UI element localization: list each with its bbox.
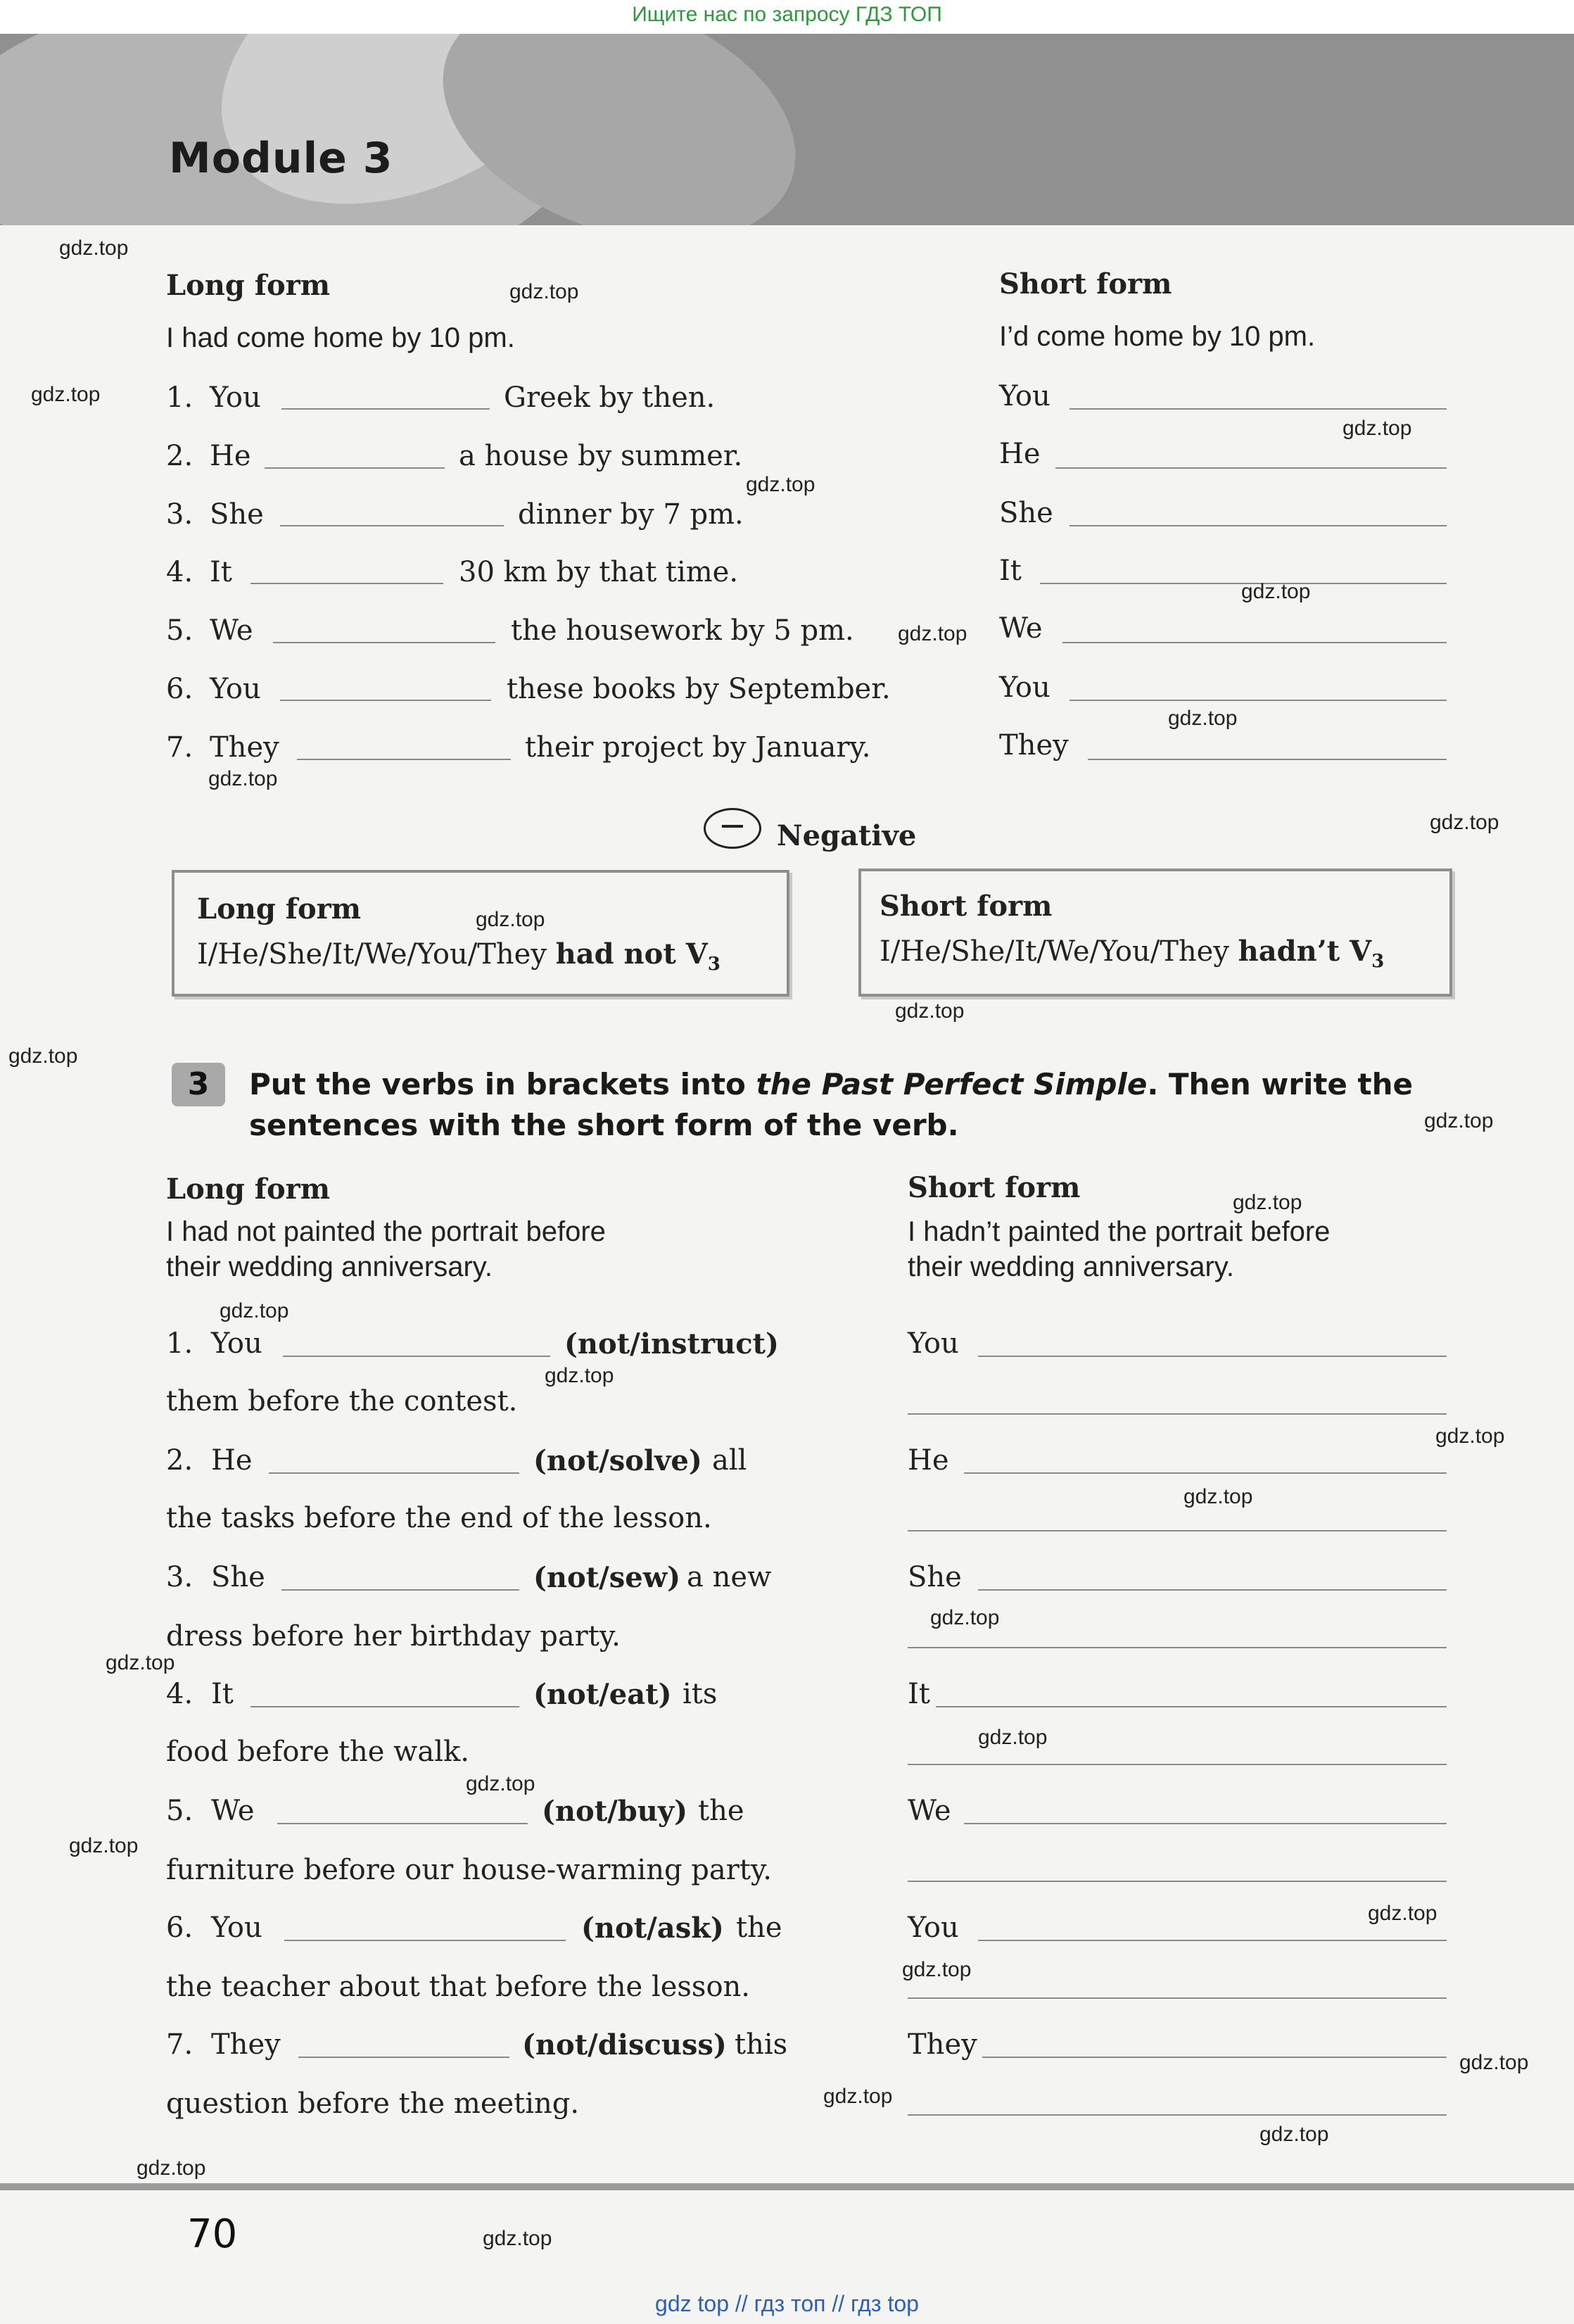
item-subject: He	[210, 440, 251, 472]
item-continuation: question before the meeting.	[166, 2088, 580, 2120]
short-answer-blank[interactable]	[978, 1356, 1447, 1357]
short-subject: You	[999, 380, 1051, 412]
rule-verb-form: hadn’t V	[1238, 935, 1372, 968]
short-answer-blank[interactable]	[1088, 759, 1447, 760]
short-answer-blank[interactable]	[978, 1940, 1447, 1941]
verb-prompt: (not/sew)	[533, 1561, 681, 1594]
long-form-heading: Long form	[166, 1173, 331, 1206]
short-answer-blank[interactable]	[1070, 700, 1447, 701]
watermark: gdz.top	[1183, 1485, 1253, 1508]
short-answer-blank[interactable]	[908, 1764, 1447, 1765]
watermark: gdz.top	[1435, 1425, 1505, 1448]
watermark: gdz.top	[220, 1299, 289, 1322]
item-text: Greek by then.	[504, 381, 716, 414]
exercise-instruction-line1	[249, 1064, 1413, 1105]
answer-blank[interactable]	[284, 1940, 566, 1941]
watermark: gdz.top	[1430, 811, 1499, 834]
watermark: gdz.top	[208, 767, 278, 790]
short-subject: We	[908, 1795, 951, 1827]
short-example-line: I hadn’t painted the portrait before	[908, 1216, 1331, 1247]
answer-blank[interactable]	[269, 1472, 519, 1474]
verb-prompt: (not/discuss)	[522, 2028, 727, 2061]
watermark: gdz.top	[509, 280, 579, 303]
instruction-text: . Then write the	[1147, 1067, 1414, 1101]
item-text: their project by January.	[525, 731, 871, 764]
rule-formula	[880, 935, 1384, 972]
long-form-rule-box	[172, 870, 789, 997]
short-answer-blank[interactable]	[982, 2057, 1447, 2058]
item-subject: We	[210, 614, 253, 647]
module-title: Module 3	[169, 134, 393, 183]
item-number: 2.	[166, 1444, 193, 1477]
item-subject: She	[211, 1561, 265, 1593]
item-number: 5.	[166, 614, 193, 647]
answer-blank[interactable]	[273, 642, 495, 643]
answer-blank[interactable]	[281, 408, 490, 410]
short-answer-blank[interactable]	[1055, 467, 1447, 469]
watermark: gdz.top	[1233, 1191, 1302, 1214]
long-example-line: I had not painted the portrait before	[166, 1216, 606, 1247]
watermark: gdz.top	[895, 999, 965, 1023]
short-form-example: I’d come home by 10 pm.	[999, 321, 1316, 352]
watermark: gdz.top	[1368, 1902, 1437, 1925]
short-subject: She	[999, 497, 1053, 529]
long-form-heading: Long form	[166, 269, 331, 302]
watermark: gdz.top	[31, 383, 101, 406]
watermark: gdz.top	[1241, 580, 1311, 603]
long-form-example: I had come home by 10 pm.	[166, 322, 515, 353]
item-text: these books by September.	[507, 673, 891, 705]
long-example-line: their wedding anniversary.	[166, 1251, 493, 1282]
short-subject: She	[908, 1561, 962, 1593]
short-subject: They	[908, 2028, 977, 2061]
short-answer-blank[interactable]	[964, 1472, 1447, 1474]
item-subject: It	[211, 1678, 234, 1710]
short-answer-blank[interactable]	[908, 1997, 1447, 1999]
short-answer-blank[interactable]	[908, 1647, 1447, 1648]
item-text: its	[683, 1678, 718, 1710]
rule-verb-form: had not V	[555, 937, 708, 971]
watermark: gdz.top	[823, 2085, 893, 2108]
item-subject: She	[210, 498, 264, 531]
answer-blank[interactable]	[265, 467, 445, 469]
verb-prompt: (not/solve)	[533, 1444, 702, 1477]
watermark: gdz.top	[1459, 2051, 1529, 2074]
rule-subjects: I/He/She/It/We/You/They	[880, 935, 1229, 968]
watermark: gdz.top	[483, 2227, 552, 2250]
item-number: 6.	[166, 1912, 193, 1944]
item-text: a new	[687, 1561, 772, 1593]
exercise-number-badge: 3	[172, 1063, 225, 1106]
watermark: gdz.top	[1343, 417, 1412, 440]
short-subject: You	[908, 1327, 959, 1360]
item-subject: They	[210, 731, 279, 764]
top-search-link[interactable]: Ищите нас по запросу ГДЗ ТОП	[632, 3, 942, 26]
watermark: gdz.top	[898, 622, 967, 645]
short-form-rule-box	[858, 869, 1452, 997]
watermark: gdz.top	[1424, 1109, 1494, 1132]
short-form-heading: Short form	[999, 267, 1172, 301]
item-number: 4.	[166, 556, 193, 588]
answer-blank[interactable]	[277, 1823, 528, 1824]
rule-box-title: Long form	[197, 892, 362, 926]
item-continuation: furniture before our house-warming party.	[166, 1854, 772, 1886]
watermark: gdz.top	[1259, 2123, 1329, 2146]
answer-blank[interactable]	[280, 700, 491, 701]
item-number: 6.	[166, 673, 193, 705]
item-text: dinner by 7 pm.	[518, 498, 744, 531]
short-answer-blank[interactable]	[936, 1706, 1447, 1707]
item-subject: You	[210, 673, 261, 705]
item-number: 3.	[166, 1561, 193, 1593]
short-answer-blank[interactable]	[1062, 642, 1447, 643]
watermark: gdz.top	[545, 1364, 614, 1387]
instruction-text: Put the verbs in brackets into	[249, 1067, 756, 1101]
item-text: this	[735, 2028, 788, 2061]
short-subject: We	[999, 612, 1043, 645]
footer-links[interactable]: gdz top // гдз топ // гдз top	[655, 2291, 919, 2316]
rule-subscript: 3	[1371, 951, 1385, 972]
verb-prompt: (not/buy)	[542, 1795, 687, 1828]
item-number: 7.	[166, 731, 193, 764]
answer-blank[interactable]	[250, 1706, 519, 1707]
item-number: 2.	[166, 440, 193, 472]
item-text: the housework by 5 pm.	[511, 614, 854, 647]
short-example-line: their wedding anniversary.	[908, 1251, 1234, 1282]
watermark: gdz.top	[466, 1772, 535, 1795]
watermark: gdz.top	[978, 1726, 1048, 1749]
watermark: gdz.top	[8, 1044, 78, 1068]
short-subject: It	[908, 1678, 930, 1710]
watermark: gdz.top	[930, 1606, 1000, 1629]
item-subject: It	[210, 556, 232, 588]
answer-blank[interactable]	[283, 1356, 550, 1357]
answer-blank[interactable]	[298, 2057, 509, 2058]
watermark: gdz.top	[902, 1958, 972, 1981]
item-text: the	[736, 1912, 782, 1944]
short-subject: It	[999, 555, 1022, 587]
answer-blank[interactable]	[280, 525, 504, 526]
short-answer-blank[interactable]	[1070, 525, 1447, 526]
item-text: the	[698, 1795, 744, 1827]
verb-prompt: (not/instruct)	[564, 1327, 779, 1360]
item-continuation: food before the walk.	[166, 1736, 470, 1768]
short-answer-blank[interactable]	[908, 1530, 1447, 1532]
short-answer-blank[interactable]	[908, 2114, 1447, 2116]
short-subject: He	[999, 438, 1041, 470]
rule-formula	[197, 937, 721, 975]
minus-icon: −	[704, 808, 761, 849]
exercise-instruction-line2: sentences with the short form of the verb.	[249, 1108, 959, 1142]
short-subject: You	[908, 1912, 959, 1944]
item-subject: He	[211, 1444, 253, 1477]
short-form-heading: Short form	[908, 1171, 1081, 1204]
item-continuation: them before the contest.	[166, 1385, 518, 1417]
answer-blank[interactable]	[281, 1589, 519, 1591]
item-continuation: dress before her birthday party.	[166, 1620, 621, 1653]
item-number: 1.	[166, 381, 193, 414]
item-number: 3.	[166, 498, 193, 531]
watermark: gdz.top	[476, 908, 545, 931]
watermark: gdz.top	[59, 236, 129, 260]
rule-subjects: I/He/She/It/We/You/They	[197, 938, 547, 971]
watermark: gdz.top	[137, 2156, 206, 2180]
item-number: 4.	[166, 1678, 193, 1710]
short-answer-blank[interactable]	[908, 1881, 1447, 1882]
short-subject: He	[908, 1444, 949, 1477]
item-subject: You	[211, 1327, 262, 1360]
short-answer-blank[interactable]	[908, 1413, 1447, 1415]
item-continuation: the tasks before the end of the lesson.	[166, 1502, 712, 1534]
bottom-divider	[0, 2183, 1574, 2190]
page-number: 70	[187, 2211, 238, 2257]
watermark: gdz.top	[106, 1651, 175, 1674]
short-answer-blank[interactable]	[978, 1589, 1447, 1591]
watermark: gdz.top	[746, 473, 815, 496]
item-number: 1.	[166, 1327, 193, 1360]
short-subject: They	[999, 729, 1069, 762]
item-text: 30 km by that time.	[459, 556, 739, 588]
answer-blank[interactable]	[250, 583, 443, 584]
short-subject: You	[999, 671, 1051, 704]
item-subject: You	[210, 381, 261, 414]
module-header-banner	[0, 34, 1574, 225]
negative-label: Negative	[777, 819, 917, 852]
watermark: gdz.top	[69, 1834, 139, 1857]
rule-box-title: Short form	[880, 890, 1053, 923]
verb-prompt: (not/ask)	[581, 1912, 724, 1945]
short-answer-blank[interactable]	[1070, 408, 1447, 410]
watermark: gdz.top	[1168, 707, 1238, 730]
item-number: 7.	[166, 2028, 193, 2061]
item-subject: We	[211, 1795, 255, 1827]
instruction-tense: the Past Perfect Simple	[756, 1067, 1148, 1101]
item-text: a house by summer.	[459, 440, 743, 472]
item-subject: You	[211, 1912, 262, 1944]
item-number: 5.	[166, 1795, 193, 1827]
verb-prompt: (not/eat)	[533, 1678, 672, 1711]
item-continuation: the teacher about that before the lesson.	[166, 1971, 751, 2003]
answer-blank[interactable]	[297, 759, 511, 760]
item-subject: They	[211, 2028, 281, 2061]
short-answer-blank[interactable]	[964, 1823, 1447, 1824]
item-text: all	[712, 1444, 747, 1477]
rule-subscript: 3	[707, 954, 721, 975]
